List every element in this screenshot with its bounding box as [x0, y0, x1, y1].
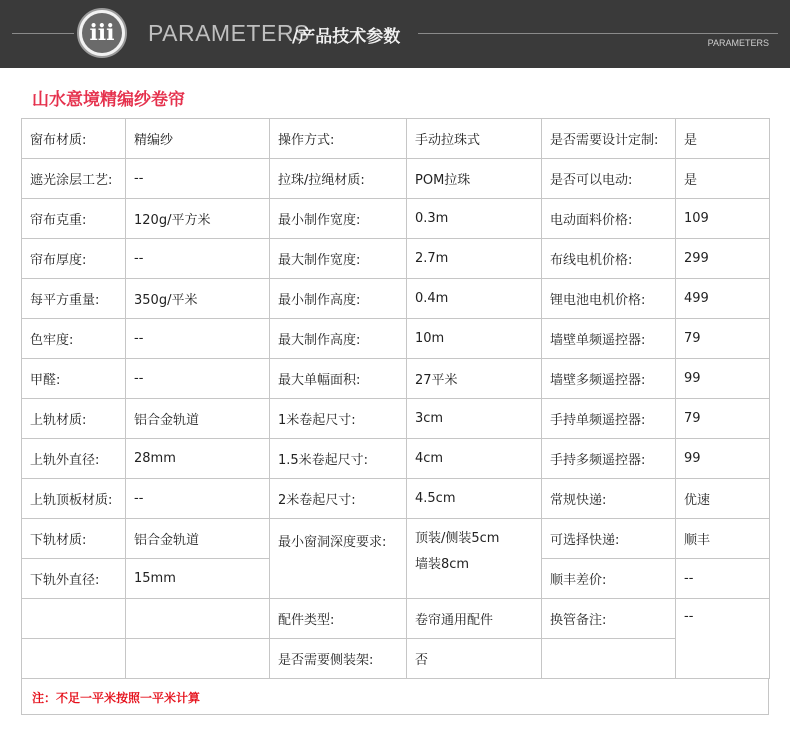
param-label: 1米卷起尺寸: [270, 399, 407, 439]
param-value [407, 519, 542, 599]
param-value: -- [676, 559, 770, 599]
header-divider-left [12, 33, 74, 34]
param-label: 每平方重量: [22, 279, 126, 319]
param-label: 手持单频遥控器: [542, 399, 676, 439]
param-label: 锂电池电机价格: [542, 279, 676, 319]
table-row [22, 599, 770, 639]
param-label: 操作方式: [270, 119, 407, 159]
param-label: 可选择快递: [542, 519, 676, 559]
param-label: 最大制作宽度: [270, 239, 407, 279]
param-label: 最小窗洞深度要求: [270, 519, 407, 599]
parameters-table-lower [21, 598, 770, 679]
param-value: 10m [407, 319, 542, 359]
empty-cell [22, 639, 126, 679]
param-label: 最大制作高度: [270, 319, 407, 359]
param-value: 499 [676, 279, 770, 319]
param-value: 手动拉珠式 [407, 119, 542, 159]
param-value: 3cm [407, 399, 542, 439]
empty-cell [22, 599, 126, 639]
param-label: 1.5米卷起尺寸: [270, 439, 407, 479]
table-row [22, 239, 770, 279]
param-value-line2: 墙装8cm [415, 557, 470, 572]
param-label: 上轨外直径: [22, 439, 126, 479]
param-label: 最小制作宽度: [270, 199, 407, 239]
param-label: 是否需要设计定制: [542, 119, 676, 159]
table-row [22, 279, 770, 319]
param-value: 120g/平方米 [126, 199, 270, 239]
param-value: POM拉珠 [407, 159, 542, 199]
badge-text: iii [82, 13, 122, 53]
table-row [22, 319, 770, 359]
param-label: 下轨外直径: [22, 559, 126, 599]
product-title: 山水意境精编纱卷帘 [32, 90, 185, 110]
table-row [22, 199, 770, 239]
param-value: 是 [676, 159, 770, 199]
empty-cell [542, 639, 676, 679]
param-label: 手持多频遥控器: [542, 439, 676, 479]
param-value: 99 [676, 359, 770, 399]
param-value: 0.3m [407, 199, 542, 239]
param-label: 上轨材质: [22, 399, 126, 439]
param-label: 帘布克重: [22, 199, 126, 239]
param-value: 28mm [126, 439, 270, 479]
table-row [22, 639, 770, 679]
param-value: 铝合金轨道 [126, 399, 270, 439]
header-small-label: PARAMETERS [707, 38, 769, 48]
param-label: 最大单幅面积: [270, 359, 407, 399]
table-row [22, 119, 770, 159]
table-row [22, 439, 770, 479]
param-value: -- [126, 239, 270, 279]
header-divider-right [418, 33, 778, 34]
table-row [22, 399, 770, 439]
param-label: 墙壁多频遥控器: [542, 359, 676, 399]
header-title-en: PARAMETERS [148, 20, 310, 46]
param-value: -- [126, 159, 270, 199]
param-value: 27平米 [407, 359, 542, 399]
param-value-line1: 顶装/侧装5cm [415, 531, 500, 546]
param-label: 下轨材质: [22, 519, 126, 559]
param-label: 帘布厚度: [22, 239, 126, 279]
param-value: 4cm [407, 439, 542, 479]
param-value: 优速 [676, 479, 770, 519]
param-label: 2米卷起尺寸: [270, 479, 407, 519]
param-value: 顺丰 [676, 519, 770, 559]
param-label: 拉珠/拉绳材质: [270, 159, 407, 199]
table-row [22, 519, 770, 559]
roman-three-icon [77, 8, 127, 58]
param-value: 2.7m [407, 239, 542, 279]
parameters-table-body [22, 119, 770, 599]
param-value: -- [126, 479, 270, 519]
table-row [22, 479, 770, 519]
empty-cell [676, 639, 770, 679]
param-label: 上轨顶板材质: [22, 479, 126, 519]
param-value: -- [126, 319, 270, 359]
note-box [21, 679, 769, 715]
param-label: 是否需要侧装架: [270, 639, 407, 679]
parameters-table [21, 118, 770, 599]
param-value: 是 [676, 119, 770, 159]
param-value: 299 [676, 239, 770, 279]
table-row [22, 359, 770, 399]
param-value: 109 [676, 199, 770, 239]
param-value: -- [126, 359, 270, 399]
empty-cell [126, 599, 270, 639]
table-row [22, 159, 770, 199]
param-value: 0.4m [407, 279, 542, 319]
footnote: 注：不足一平米按照一平米计算 [32, 691, 201, 705]
param-label: 色牢度: [22, 319, 126, 359]
param-label: 窗布材质: [22, 119, 126, 159]
header-title-cn: /产品技术参数 [292, 27, 401, 47]
param-label: 最小制作高度: [270, 279, 407, 319]
param-value: 4.5cm [407, 479, 542, 519]
param-label: 墙壁单频遥控器: [542, 319, 676, 359]
param-value: 卷帘通用配件 [407, 599, 542, 639]
param-label: 顺丰差价: [542, 559, 676, 599]
param-value: 79 [676, 319, 770, 359]
header-bar [0, 0, 790, 68]
param-value: -- [676, 599, 770, 639]
param-value: 15mm [126, 559, 270, 599]
param-label: 电动面料价格: [542, 199, 676, 239]
param-label: 换管备注: [542, 599, 676, 639]
param-label: 配件类型: [270, 599, 407, 639]
param-value: 99 [676, 439, 770, 479]
empty-cell [126, 639, 270, 679]
param-label: 遮光涂层工艺: [22, 159, 126, 199]
param-value: 79 [676, 399, 770, 439]
param-value: 铝合金轨道 [126, 519, 270, 559]
param-label: 布线电机价格: [542, 239, 676, 279]
param-value: 精编纱 [126, 119, 270, 159]
param-value: 否 [407, 639, 542, 679]
param-label: 是否可以电动: [542, 159, 676, 199]
param-value: 350g/平米 [126, 279, 270, 319]
param-label: 甲醛: [22, 359, 126, 399]
param-label: 常规快递: [542, 479, 676, 519]
